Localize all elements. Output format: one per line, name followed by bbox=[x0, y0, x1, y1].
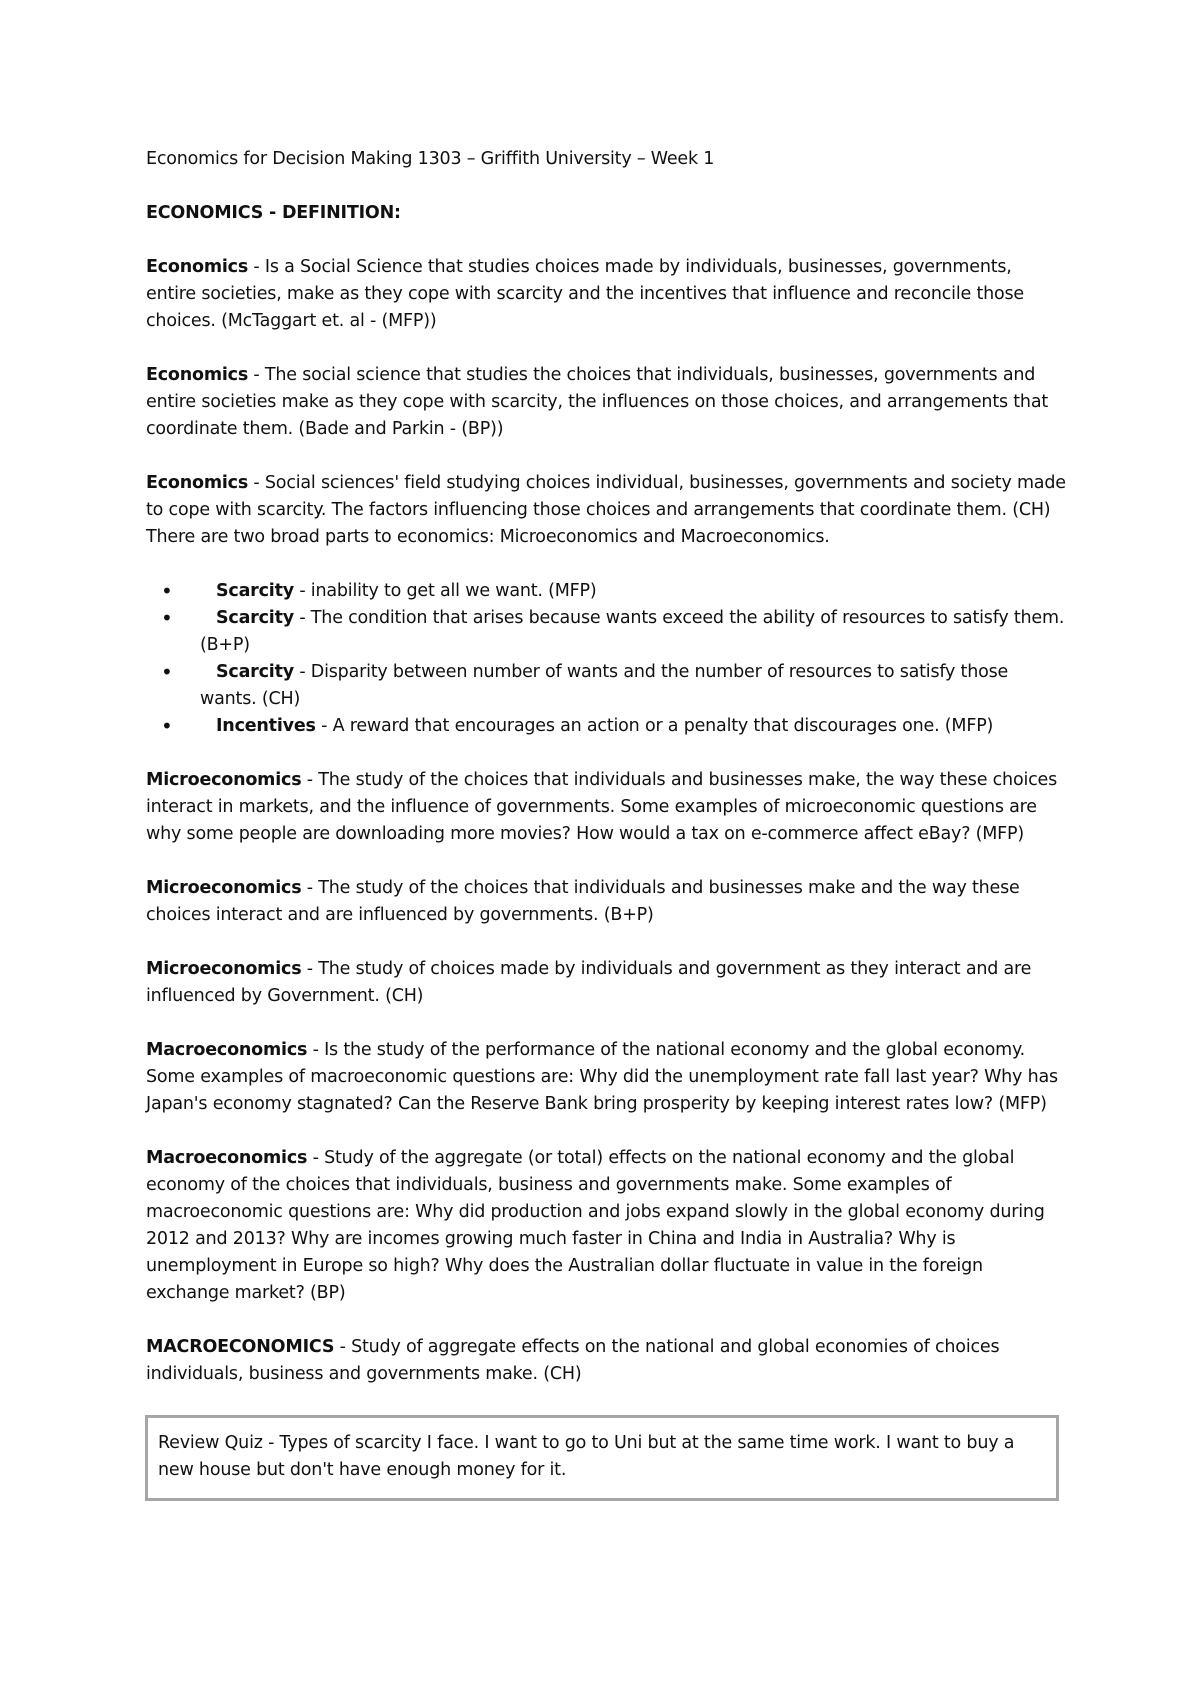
bullet-text: - Disparity between number of wants and the number of resources to satisfy those wants. (CH) bbox=[200, 662, 1009, 709]
definition-paragraph bbox=[146, 1145, 1066, 1307]
review-quiz-box bbox=[145, 1415, 1059, 1501]
list-item bbox=[146, 659, 1066, 713]
bullet-icon: • bbox=[161, 606, 173, 630]
definition-term: Microeconomics bbox=[146, 770, 302, 790]
bullet-term: Scarcity bbox=[216, 608, 294, 628]
definition-term: Microeconomics bbox=[146, 878, 302, 898]
document-page bbox=[146, 146, 1066, 1501]
definition-term: Microeconomics bbox=[146, 959, 302, 979]
list-item bbox=[146, 605, 1066, 659]
definition-paragraph bbox=[146, 1334, 1066, 1388]
definition-text: - The social science that studies the choices that individuals, businesses, governments and entire societies make as they cope with scarcity, the influences on those choices, and arrangements that coordinate them. (Bade and Parkin - (BP)) bbox=[146, 365, 1049, 439]
section-heading: ECONOMICS - DEFINITION: bbox=[146, 203, 401, 223]
definition-term: Macroeconomics bbox=[146, 1148, 308, 1168]
definition-paragraph bbox=[146, 362, 1066, 443]
definition-term: Economics bbox=[146, 473, 249, 493]
definition-paragraph bbox=[146, 956, 1066, 1010]
bullet-text: - inability to get all we want. (MFP) bbox=[293, 581, 597, 601]
definition-term: MACROECONOMICS bbox=[146, 1337, 335, 1357]
definition-paragraph bbox=[146, 875, 1066, 929]
definition-text: - Is a Social Science that studies choices made by individuals, businesses, governments, entire societies, make as they cope with scarcity and the incentives that influence and reconcile those choices. (McTaggart et. al - (MFP)) bbox=[146, 257, 1024, 331]
bullet-term: Scarcity bbox=[216, 662, 294, 682]
definition-text: - Is the study of the performance of the national economy and the global economy. Some examples of macroeconomic questions are: Why did the unemployment rate fall last year? Why has Japan's economy stagnated? Can the Reserve Bank bring prosperity by keeping interest rates low? (MFP) bbox=[146, 1040, 1058, 1114]
definition-paragraph bbox=[146, 1037, 1066, 1118]
definition-text: - Study of aggregate effects on the national and global economies of choices individuals, business and governments make. (CH) bbox=[146, 1337, 1000, 1384]
list-item bbox=[146, 713, 1066, 740]
bullet-icon: • bbox=[161, 579, 173, 603]
bullet-text: - The condition that arises because wants exceed the ability of resources to satisfy them. (B+P) bbox=[200, 608, 1065, 655]
bullet-list bbox=[146, 578, 1066, 740]
bullet-icon: • bbox=[161, 714, 173, 738]
review-quiz-text: Review Quiz - Types of scarcity I face. I want to go to Uni but at the same time work. I want to buy a new house but don't have enough money for it. bbox=[158, 1433, 1015, 1480]
bullet-term: Scarcity bbox=[216, 581, 294, 601]
list-item bbox=[146, 578, 1066, 605]
definition-text: - The study of choices made by individuals and government as they interact and are influenced by Government. (CH) bbox=[146, 959, 1032, 1006]
definition-term: Economics bbox=[146, 365, 249, 385]
definition-term: Macroeconomics bbox=[146, 1040, 308, 1060]
bullet-text: - A reward that encourages an action or a penalty that discourages one. (MFP) bbox=[315, 716, 994, 736]
definition-paragraph bbox=[146, 767, 1066, 848]
definition-paragraph bbox=[146, 470, 1066, 551]
definition-term: Economics bbox=[146, 257, 249, 277]
definition-text: - The study of the choices that individuals and businesses make and the way these choices interact and are influenced by governments. (B+P) bbox=[146, 878, 1020, 925]
bullet-term: Incentives bbox=[216, 716, 316, 736]
definition-text: - Study of the aggregate (or total) effects on the national economy and the global economy of the choices that individuals, business and governments make. Some examples of macroeconomic questions are: Why did production and jobs expand slowly in the global economy during 2012 and 2013? Why are incomes growing much faster in China and India in Australia? Why is unemployment in Europe so high? Why does the Australian dollar fluctuate in value in the foreign exchange market? (BP) bbox=[146, 1148, 1045, 1303]
document-title: Economics for Decision Making 1303 – Griffith University – Week 1 bbox=[146, 149, 715, 169]
bullet-icon: • bbox=[161, 660, 173, 684]
definition-text: - Social sciences' field studying choices individual, businesses, governments and society made to cope with scarcity. The factors influencing those choices and arrangements that coordinate them. (CH) There are two broad parts to economics: Microeconomics and Macroeconomics. bbox=[146, 473, 1066, 547]
definition-paragraph bbox=[146, 254, 1066, 335]
definition-text: - The study of the choices that individuals and businesses make, the way these choices interact in markets, and the influence of governments. Some examples of microeconomic questions are why some people are downloading more movies? How would a tax on e-commerce affect eBay? (MFP) bbox=[146, 770, 1058, 844]
